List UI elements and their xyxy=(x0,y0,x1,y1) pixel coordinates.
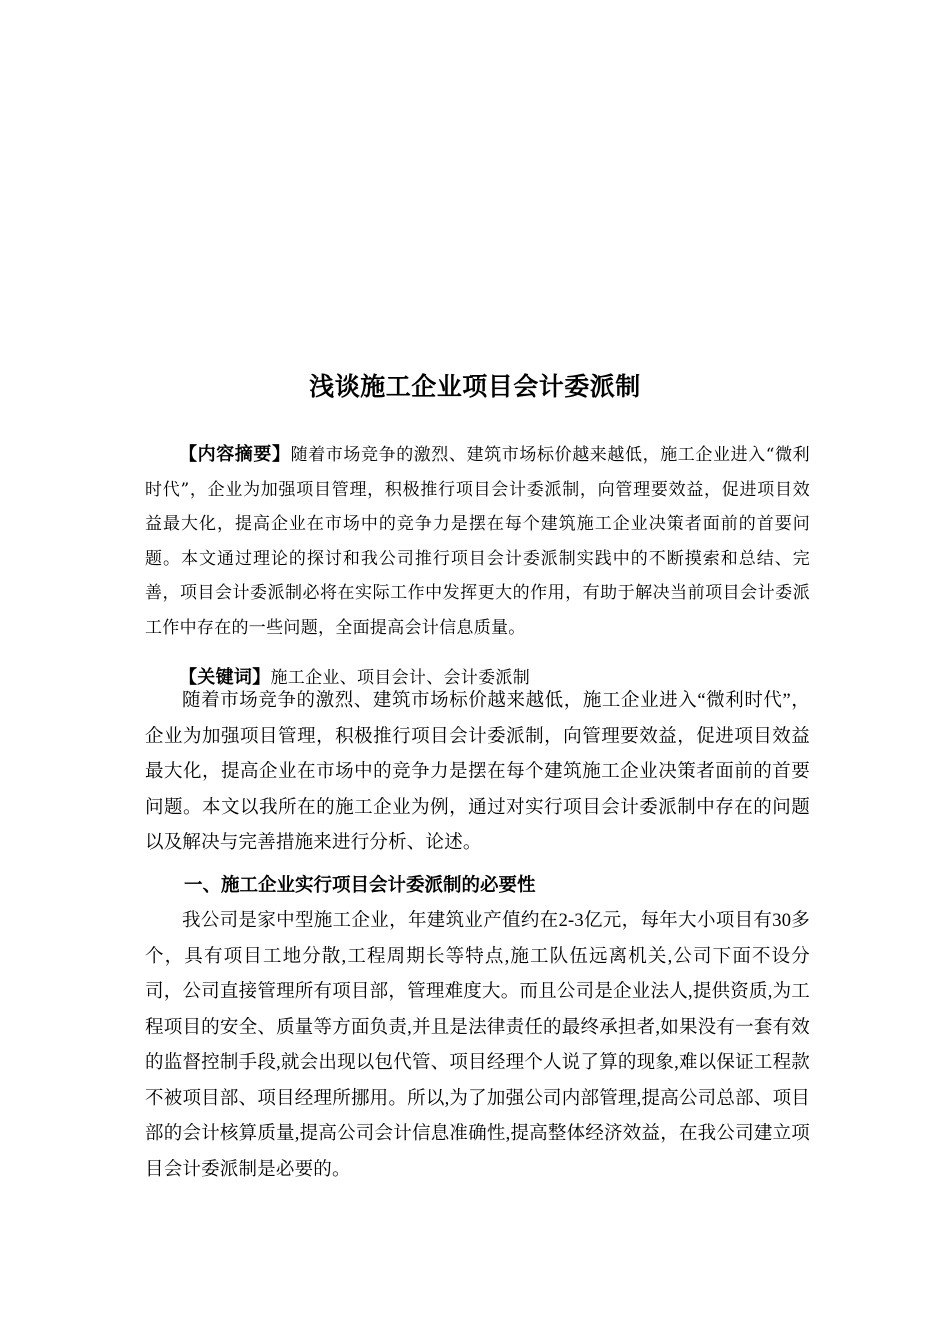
keywords-label: 【关键词】 xyxy=(179,667,271,688)
section-heading: 一、施工企业实行项目会计委派制的必要性 xyxy=(184,875,536,896)
keywords-text: 施工企业、项目会计、会计委派制 xyxy=(270,668,530,688)
intro-paragraph: 随着市场竞争的激烈、建筑市场标价越来越低，施工企业进入“微利时代”，企业为加强项目管理，积极推行项目会计委派制，向管理要效益，促进项目效益最大化，提高企业在市场中的竞争力是摆在每个建筑施工企业决策者面前的首要问题。本文以我所在的施工企业为例，通过对实行项目会计委派制中存在的问题以及解决与完善措施来进行分析、论述。 xyxy=(145,691,810,853)
document-title: 浅谈施工企业项目会计委派制 xyxy=(309,371,641,401)
abstract-paragraph xyxy=(145,438,810,645)
section-paragraph: 我公司是家中型施工企业，年建筑业产值约在2-3亿元，每年大小项目有30多个，具有项目工地分散,工程周期长等特点,施工队伍远离机关,公司下面不设分司，公司直接管理所有项目部，管理难度大。而且公司是企业法人,提供资质,为工程项目的安全、质量等方面负责,并且是法律责任的最终承担者,如果没有一套有效的监督控制手段,就会出现以包代管、项目经理个人说了算的现象,难以保证工程款不被项目部、项目经理所挪用。所以,为了加强公司内部管理,提高公司总部、项目部的会计核算质量,提高公司会计信息准确性,提高整体经济效益，在我公司建立项目会计委派制是必要的。 xyxy=(145,911,810,1180)
abstract-text: 随着市场竞争的激烈、建筑市场标价越来越低，施工企业进入“微利时代”，企业为加强项目管理，积极推行项目会计委派制，向管理要效益，促进项目效益最大化，提高企业在市场中的竞争力是摆在每个建筑施工企业决策者面前的首要问题。本文通过理论的探讨和我公司推行项目会计委派制实践中的不断摸索和总结、完善，项目会计委派制必将在实际工作中发挥更大的作用，有助于解决当前项目会计委派工作中存在的一些问题，全面提高会计信息质量。 xyxy=(145,445,810,638)
abstract-label: 【内容摘要】 xyxy=(179,444,291,465)
